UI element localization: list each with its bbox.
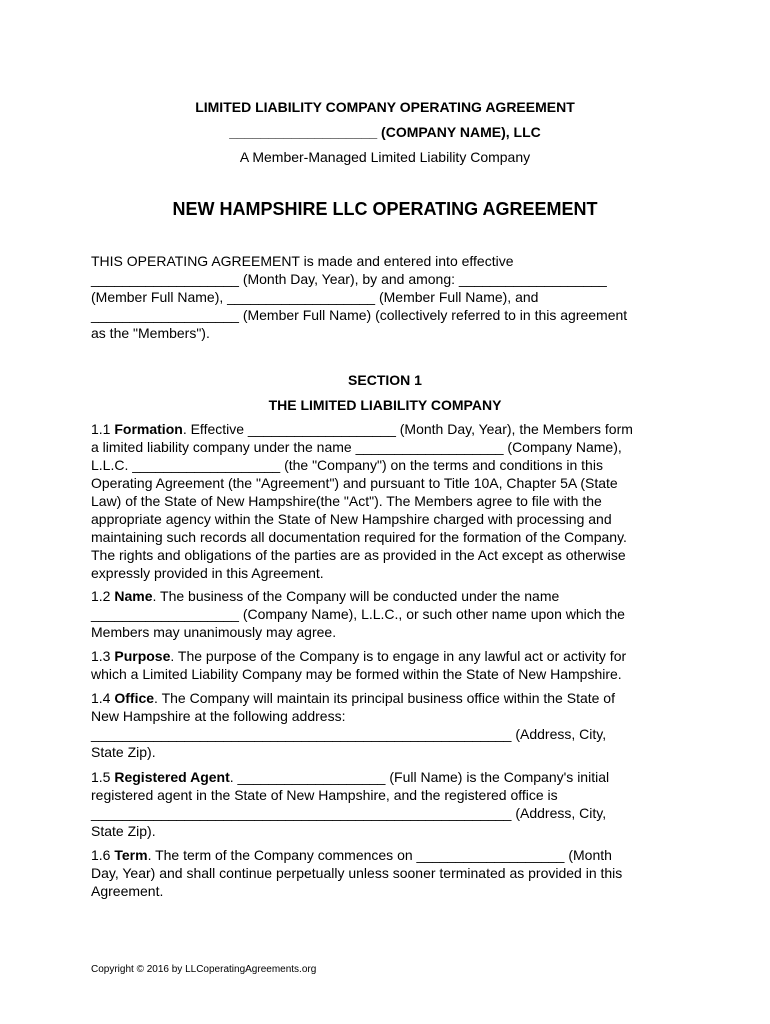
clause-line: Agreement. — [91, 883, 164, 899]
clause-line: State Zip). — [91, 823, 156, 839]
intro-line: ___________________ (Month Day, Year), by and among: ___________________ — [91, 271, 607, 287]
clause-line: State Zip). — [91, 744, 156, 760]
clause-number: 1.5 — [91, 769, 115, 785]
clause-heading: Term — [114, 847, 148, 863]
clause-line: Members may unanimously may agree. — [91, 624, 337, 640]
intro-line: ___________________ (Member Full Name) (collectively referred to in this agreement — [91, 307, 628, 323]
clause-number: 1.3 — [91, 648, 115, 664]
header-line-1: LIMITED LIABILITY COMPANY OPERATING AGREEMENT — [195, 99, 575, 115]
clause-line: L.L.C. ___________________ (the "Company") on the terms and conditions in this — [91, 457, 603, 473]
clause-line: The rights and obligations of the parties are as provided in the Act except as otherwise — [91, 547, 626, 563]
clause-line: ___________________ (Company Name), L.L.C., or such other name upon which the — [91, 606, 625, 622]
clause-number: 1.1 — [91, 421, 115, 437]
clause-heading: Name — [114, 588, 153, 604]
clause-line: Law) of the State of New Hampshire(the "Act"). The Members agree to file with the — [91, 493, 602, 509]
clause-text: . Effective ___________________ (Month Day, Year), the Members form — [182, 421, 633, 437]
section-number: SECTION 1 — [348, 372, 422, 388]
clause-heading: Purpose — [114, 648, 171, 664]
clause-line: Operating Agreement (the "Agreement") and pursuant to Title 10A, Chapter 5A (State — [91, 475, 618, 491]
clause-first-line — [91, 420, 681, 438]
clause-text: . The business of the Company will be conducted under the name — [152, 588, 560, 604]
clause-first-line — [91, 846, 681, 864]
clause-number: 1.6 — [91, 847, 115, 863]
clause-line: ______________________________________________________ (Address, City, — [91, 805, 607, 821]
clause-heading: Formation — [114, 421, 183, 437]
clause-heading: Office — [114, 690, 155, 706]
clause-first-line — [91, 587, 681, 605]
intro-line: as the "Members"). — [91, 325, 210, 341]
clause-line: ______________________________________________________ (Address, City, — [91, 726, 607, 742]
clause-line: registered agent in the State of New Hampshire, and the registered office is — [91, 787, 558, 803]
clause-line: Day, Year) and shall continue perpetually unless sooner terminated as provided in this — [91, 865, 623, 881]
section-title: THE LIMITED LIABILITY COMPANY — [268, 397, 502, 413]
copyright-footer: Copyright © 2016 by LLCoperatingAgreements.org — [91, 964, 317, 975]
clause-first-line — [91, 647, 681, 665]
document-title: NEW HAMPSHIRE LLC OPERATING AGREEMENT — [172, 199, 598, 219]
clause-text: . The purpose of the Company is to engage in any lawful act or activity for — [170, 648, 627, 664]
clause-heading: Registered Agent — [114, 769, 230, 785]
clause-text: . ___________________ (Full Name) is the Company's initial — [229, 769, 610, 785]
clause-line: a limited liability company under the name ___________________ (Company Name), — [91, 439, 622, 455]
clause-first-line — [91, 768, 681, 786]
clause-line: maintaining such records all documentation required for the formation of the Company. — [91, 529, 627, 545]
clause-first-line — [91, 689, 681, 707]
intro-line: THIS OPERATING AGREEMENT is made and entered into effective — [91, 253, 514, 269]
clause-text: . The term of the Company commences on ___________________ (Month — [147, 847, 612, 863]
clause-text: . The Company will maintain its principal business office within the State of — [154, 690, 615, 706]
header-subtitle: A Member-Managed Limited Liability Company — [239, 149, 531, 165]
header-company-name: ___________________ (COMPANY NAME), LLC — [229, 124, 541, 140]
clause-line: which a Limited Liability Company may be formed within the State of New Hampshire. — [91, 666, 622, 682]
clause-number: 1.4 — [91, 690, 115, 706]
intro-line: (Member Full Name), ___________________ (Member Full Name), and — [91, 289, 539, 305]
clause-line: appropriate agency within the State of New Hampshire charged with processing and — [91, 511, 612, 527]
clause-line: New Hampshire at the following address: — [91, 708, 346, 724]
clause-number: 1.2 — [91, 588, 115, 604]
clause-line: expressly provided in this Agreement. — [91, 565, 324, 581]
